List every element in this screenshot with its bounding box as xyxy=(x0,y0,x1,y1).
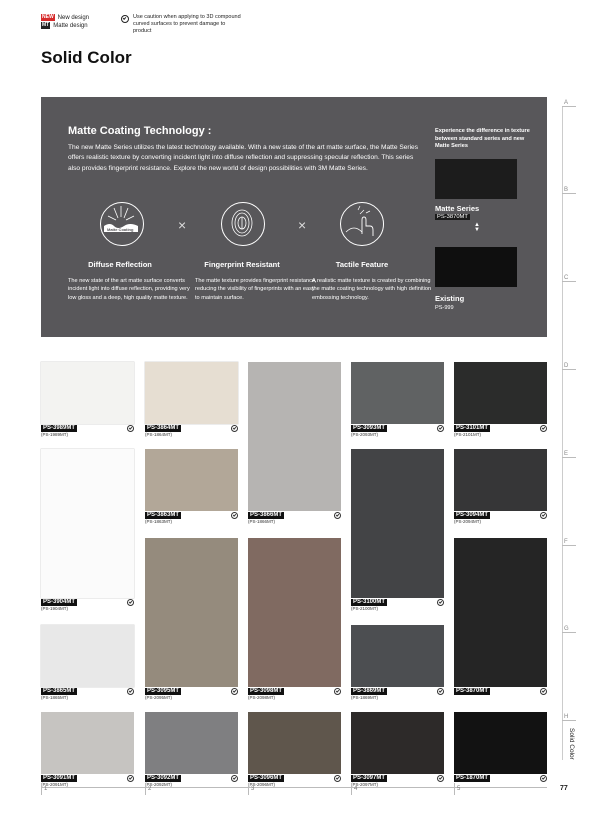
swatch-sub-code: (PS-2095MT) xyxy=(145,695,173,700)
swatch-tile xyxy=(351,362,444,424)
swatch-label xyxy=(248,687,284,695)
check-circle-icon xyxy=(127,599,134,606)
fingerprint-icon xyxy=(221,202,265,246)
swatch-tile xyxy=(248,712,341,774)
swatch-code: PS-3093MT xyxy=(353,424,386,431)
side-index-letter[interactable]: B xyxy=(564,187,569,193)
side-index-tick xyxy=(562,720,576,721)
swatch-tile xyxy=(454,538,547,687)
swatch-tile xyxy=(351,712,444,774)
matte-technology-panel xyxy=(41,97,547,337)
swatch-tile xyxy=(351,449,444,598)
side-index-letter[interactable]: D xyxy=(564,363,569,369)
panel-title: Matte Coating Technology : xyxy=(68,125,212,137)
swatch-label xyxy=(454,511,490,519)
times-icon: × xyxy=(178,217,187,233)
existing-code: PS-999 xyxy=(435,305,454,311)
matte-series-label: Matte Series xyxy=(435,204,480,213)
swatch-sub-code: (PS-2094MT) xyxy=(454,519,482,524)
swatch-code: PS-1870MT xyxy=(456,774,489,781)
bottom-index-number[interactable]: 4 xyxy=(354,786,358,792)
compare-arrows-icon: ▲ ▼ xyxy=(474,222,480,233)
swatch-sub-code: (PS-1904MT) xyxy=(41,606,69,611)
swatch-tile xyxy=(145,712,238,774)
swatch-label xyxy=(248,511,284,519)
bottom-index-number[interactable]: 1 xyxy=(44,786,48,792)
bottom-index-tick xyxy=(41,783,42,795)
swatch-label xyxy=(145,687,181,695)
check-circle-icon xyxy=(334,775,341,782)
swatch-label xyxy=(145,774,181,782)
swatch-sub-code: (PS-1863MT) xyxy=(145,519,173,524)
bottom-index-tick xyxy=(145,783,146,795)
legend-new xyxy=(41,14,89,21)
swatch-sub-code: (PS-2101MT) xyxy=(454,432,482,437)
side-index-tick xyxy=(562,545,576,546)
swatch-code: PS-3098MT xyxy=(250,687,283,694)
swatch-tile xyxy=(454,712,547,774)
matte-series-code: PS-3870MT xyxy=(437,214,468,220)
swatch-sub-code: (PS-2100MT) xyxy=(351,606,379,611)
feature-desc-diffuse: The new state of the art matte surface converts incident light into diffuse reflection, providing very low gloss and a deep, high quality matte texture. xyxy=(68,278,190,301)
tactile-hand-icon xyxy=(340,202,384,246)
existing-label: Existing xyxy=(435,294,465,303)
check-circle-icon xyxy=(437,425,444,432)
swatch-label xyxy=(248,774,284,782)
check-circle-icon xyxy=(127,688,134,695)
swatch-tile xyxy=(41,625,134,687)
swatch-sub-code: (PS-1869MT) xyxy=(351,695,379,700)
feature-title-fingerprint: Fingerprint Resistant xyxy=(204,260,280,269)
check-circle-icon xyxy=(121,15,129,23)
swatch-tile xyxy=(41,449,134,598)
matte-coating-icon-label: Matte Coating xyxy=(107,227,134,232)
side-index-tick xyxy=(562,632,576,633)
bottom-index-tick xyxy=(351,783,352,795)
page-title: Solid Color xyxy=(41,48,132,67)
swatch-code: PS-3869MT xyxy=(353,687,386,694)
swatch-label xyxy=(145,424,181,432)
swatch-code: PS-3097MT xyxy=(353,774,386,781)
side-index-tick xyxy=(562,457,576,458)
swatch-label xyxy=(351,598,387,606)
side-index-rule xyxy=(562,106,563,760)
swatch-label xyxy=(351,774,387,782)
check-circle-icon xyxy=(540,512,547,519)
side-index-tick xyxy=(562,369,576,370)
check-circle-icon xyxy=(231,688,238,695)
swatch-tile xyxy=(41,712,134,774)
swatch-sub-code: (PS-1864MT) xyxy=(145,432,173,437)
swatch-tile xyxy=(145,362,238,424)
page-number: 77 xyxy=(560,785,568,792)
new-tag: NEW xyxy=(42,14,54,20)
swatch-label xyxy=(454,424,490,432)
swatch-sub-code: (PS-2092MT) xyxy=(145,782,173,787)
swatch-label xyxy=(454,774,490,782)
bottom-index-number[interactable]: 3 xyxy=(251,786,255,792)
swatch-code: PS-3870MT xyxy=(456,687,489,694)
side-index-letter[interactable]: E xyxy=(564,451,569,457)
side-index-tick xyxy=(562,193,576,194)
side-index-letter[interactable]: H xyxy=(564,714,569,720)
swatch-tile xyxy=(248,362,341,511)
bottom-index-tick xyxy=(248,783,249,795)
check-circle-icon xyxy=(540,425,547,432)
side-index-letter[interactable]: F xyxy=(564,539,568,545)
swatch-tile xyxy=(454,362,547,424)
swatch-code: PS-3989MT xyxy=(43,424,76,431)
swatch-sub-code: (PS-2091MT) xyxy=(41,782,69,787)
side-index-tick xyxy=(562,106,576,107)
check-circle-icon xyxy=(540,775,547,782)
mt-tag: MT xyxy=(42,22,50,28)
caution-note xyxy=(121,14,241,35)
check-circle-icon xyxy=(127,775,134,782)
check-circle-icon xyxy=(334,512,341,519)
swatch-label xyxy=(351,687,387,695)
check-circle-icon xyxy=(127,425,134,432)
swatch-label xyxy=(41,774,77,782)
matte-series-code-wrap xyxy=(435,214,470,220)
new-label: New design xyxy=(57,14,90,21)
swatch-tile xyxy=(248,538,341,687)
check-circle-icon xyxy=(437,775,444,782)
feature-desc-fingerprint: The matte texture provides fingerprint resistance, reducing the visibility of fingerprints with an easy to maintain surface. xyxy=(195,278,317,301)
matte-series-sample xyxy=(435,159,517,199)
swatch-sub-code: (PS-1866MT) xyxy=(248,519,276,524)
bottom-index-number[interactable]: 2 xyxy=(148,786,152,792)
caution-text: Use caution when applying to 3D compound curved surfaces to prevent damage to product xyxy=(133,14,241,34)
side-index-tick xyxy=(562,281,576,282)
swatch-label xyxy=(145,511,181,519)
swatch-sub-code: (PS-1865MT) xyxy=(41,695,69,700)
check-circle-icon xyxy=(540,688,547,695)
swatch-code: PS-3100MT xyxy=(353,598,386,605)
check-circle-icon xyxy=(231,512,238,519)
check-circle-icon xyxy=(437,688,444,695)
swatch-code: PS-3864MT xyxy=(147,424,180,431)
swatch-sub-code: (PS-2098MT) xyxy=(248,695,276,700)
swatch-label xyxy=(41,598,77,606)
swatch-code: PS-3096MT xyxy=(250,774,283,781)
diffuse-reflection-icon xyxy=(100,202,144,246)
bottom-index-number[interactable]: 5 xyxy=(457,786,461,792)
swatch-code: PS-3904MT xyxy=(43,598,76,605)
bottom-rule xyxy=(41,787,547,788)
check-circle-icon xyxy=(231,775,238,782)
swatch-tile xyxy=(41,362,134,424)
swatch-label xyxy=(351,424,387,432)
swatch-label xyxy=(454,687,490,695)
check-circle-icon xyxy=(334,688,341,695)
swatch-tile xyxy=(351,625,444,687)
feature-desc-tactile: A realistic matte texture is created by combining the matte coating technology with high definition embossing technology. xyxy=(312,278,432,301)
swatch-sub-code: (PS-1989MT) xyxy=(41,432,69,437)
swatch-code: PS-3094MT xyxy=(456,511,489,518)
side-index-letter[interactable]: A xyxy=(564,100,569,106)
side-section-label: Solid Color xyxy=(568,728,575,760)
swatch-sub-code: (PS-2097MT) xyxy=(351,782,379,787)
feature-title-diffuse: Diffuse Reflection xyxy=(88,260,152,269)
side-index-letter[interactable]: G xyxy=(564,626,569,632)
bottom-index-tick xyxy=(454,783,455,795)
swatch-code: PS-3095MT xyxy=(147,687,180,694)
swatch-code: PS-3865MT xyxy=(43,687,76,694)
existing-sample xyxy=(435,247,517,287)
legend-matte xyxy=(41,22,88,29)
swatch-sub-code: (PS-2096MT) xyxy=(248,782,276,787)
swatch-label xyxy=(41,424,77,432)
check-circle-icon xyxy=(437,599,444,606)
mt-label: Matte design xyxy=(53,22,88,29)
side-index-letter[interactable]: C xyxy=(564,275,569,281)
swatch-code: PS-3866MT xyxy=(250,511,283,518)
swatch-code: PS-3091MT xyxy=(43,774,76,781)
swatch-tile xyxy=(454,449,547,511)
experience-title: Experience the difference in texture between standard series and new Matte Series xyxy=(435,128,530,150)
swatch-label xyxy=(41,687,77,695)
swatch-tile xyxy=(145,538,238,687)
check-circle-icon xyxy=(231,425,238,432)
swatch-tile xyxy=(145,449,238,511)
swatch-code: PS-3101MT xyxy=(456,424,489,431)
swatch-sub-code: (PS-2093MT) xyxy=(351,432,379,437)
swatch-code: PS-3092MT xyxy=(147,774,180,781)
panel-intro: The new Matte Series utilizes the latest technology available. With a new state of the art matte surface, the Matte Series offers realistic texture by converting incident light into diffuse reflection and suppressing specular reflection. This series also provides fingerprint resistance. Explore the new world of design possibilities with 3M Matte Series. xyxy=(68,144,419,172)
times-icon-2: × xyxy=(298,217,307,233)
feature-title-tactile: Tactile Feature xyxy=(335,260,389,269)
swatch-code: PS-3863MT xyxy=(147,511,180,518)
